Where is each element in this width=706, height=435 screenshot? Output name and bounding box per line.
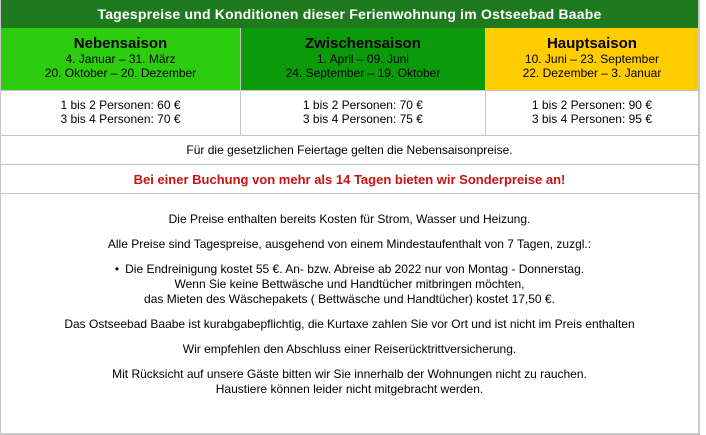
- price-line: 3 bis 4 Personen: 70 €: [60, 112, 181, 126]
- season-name: Zwischensaison: [305, 35, 421, 52]
- offer-note: Bei einer Buchung von mehr als 14 Tagen bieten wir Sonderpreise an!: [1, 165, 698, 194]
- season-range: 22. Dezember – 3. Januar: [522, 66, 662, 80]
- smoking-text: [1, 367, 698, 397]
- season-range: 24. September – 19. Oktober: [285, 66, 441, 80]
- season-nebensaison: [1, 28, 241, 90]
- insurance-text: Wir empfehlen den Abschluss einer Reiserücktrittversicherung.: [182, 342, 517, 356]
- pets-line: Haustiere können leider nicht mitgebracht werden.: [215, 382, 484, 396]
- bullet-line: das Mieten des Wäschepakets ( Bettwäsche und Handtücher) kostet 17,50 €.: [144, 292, 555, 306]
- bullet-icon: •: [114, 262, 120, 276]
- price-cell-nebensaison: [1, 91, 241, 135]
- season-range: 4. Januar – 31. März: [65, 52, 176, 66]
- bullet-line: Wenn Sie keine Bettwäsche und Handtücher mitbringen möchten,: [174, 277, 525, 291]
- season-range: 10. Juni – 23. September: [524, 52, 659, 66]
- price-line: 1 bis 2 Personen: 90 €: [531, 98, 652, 112]
- price-line: 3 bis 4 Personen: 95 €: [531, 112, 652, 126]
- season-name: Nebensaison: [73, 35, 168, 52]
- price-row: [1, 91, 698, 136]
- price-line: 3 bis 4 Personen: 75 €: [302, 112, 423, 126]
- season-range: 20. Oktober – 20. Dezember: [44, 66, 197, 80]
- cleaning-bullet: [1, 262, 698, 307]
- season-zwischensaison: [241, 28, 486, 90]
- kurtaxe-text: Das Ostseebad Baabe ist kurabgabepflichtig, die Kurtaxe zahlen Sie vor Ort und ist nicht im Preis enthalten: [64, 317, 635, 331]
- conditions-info: [1, 194, 698, 397]
- bullet-line: Die Endreinigung kostet 55 €. An- bzw. Abreise ab 2022 nur von Montag - Donnerstag.: [125, 262, 585, 276]
- price-line: 1 bis 2 Personen: 70 €: [302, 98, 423, 112]
- price-cell-hauptsaison: [486, 91, 698, 135]
- price-cell-zwischensaison: [241, 91, 486, 135]
- holiday-note: Für die gesetzlichen Feiertage gelten die Nebensaisonpreise.: [1, 136, 698, 165]
- daily-price-text: Alle Preise sind Tagespreise, ausgehend von einem Mindestaufenthalt von 7 Tagen, zuzgl.:: [107, 237, 592, 251]
- season-range: 1. April – 09. Juni: [316, 52, 409, 66]
- price-line: 1 bis 2 Personen: 60 €: [60, 98, 181, 112]
- smoking-line: Mit Rücksicht auf unsere Gäste bitten wir Sie innerhalb der Wohnungen nicht zu rauchen.: [112, 367, 587, 381]
- table-title: Tagespreise und Konditionen dieser Ferienwohnung im Ostseebad Baabe: [1, 0, 698, 28]
- costs-text: Die Preise enthalten bereits Kosten für Strom, Wasser und Heizung.: [168, 212, 531, 226]
- season-name: Hauptsaison: [546, 35, 637, 52]
- season-header-row: [1, 28, 698, 91]
- season-hauptsaison: [486, 28, 698, 90]
